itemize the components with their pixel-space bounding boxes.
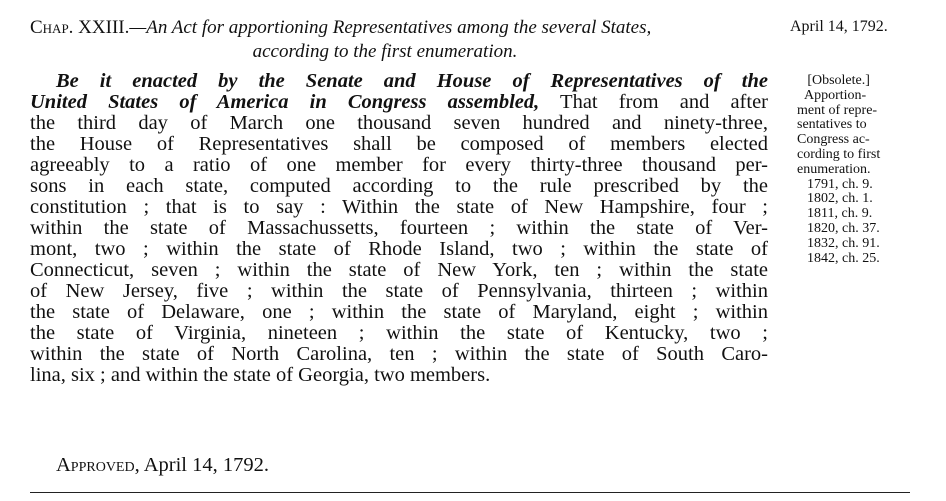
section-divider — [30, 492, 910, 493]
body-line: mont, two ; within the state of Rhode Island, two ; within the state of — [30, 238, 768, 260]
body-line: the third day of March one thousand seven hundred and ninety-three, — [30, 112, 768, 134]
margin-note-line: ment of repre- — [797, 102, 878, 118]
margin-status: [Obsolete.] — [807, 73, 870, 88]
margin-note-line: Congress ac- — [797, 132, 870, 148]
approval-line — [56, 454, 269, 477]
statute-reference: 1820, ch. 37. — [807, 220, 880, 236]
chapter-label: Chap. XXIII. — [30, 17, 130, 38]
enacting-clause-italic: United States of America in Congress assembled, — [30, 91, 540, 113]
approved-date: April 14, 1792. — [139, 454, 270, 476]
body-line: the state of Virginia, nineteen ; within the state of Kentucky, two ; — [30, 322, 768, 344]
margin-note-line: sentatives to — [797, 117, 867, 133]
act-title: —An Act for apportioning Representatives among the several States, — [129, 17, 652, 38]
margin-note-line: enumeration. — [797, 161, 871, 177]
enacting-clause-italic: Be it enacted by the Senate and House of Representatives of the — [56, 70, 768, 92]
chapter-heading — [30, 16, 780, 64]
body-line: the state of Delaware, one ; within the state of Maryland, eight ; within — [30, 301, 768, 323]
body-line: agreeably to a ratio of one member for every thirty-three thousand per- — [30, 154, 768, 176]
body-line: within the state of Massachussetts, fourteen ; within the state of Ver- — [30, 217, 768, 239]
chapter-title-line — [30, 17, 651, 38]
enacting-clause-line-1 — [30, 71, 768, 92]
margin-note-line: Apportion- — [804, 87, 867, 103]
body-line: lina, six ; and within the state of Georgia, two members. — [30, 364, 491, 386]
body-line: the House of Representatives shall be composed of members elected — [30, 133, 768, 155]
enacting-clause-text: That from and after — [539, 91, 768, 113]
enacting-clause-line-2 — [30, 92, 768, 113]
body-line: sons in each state, computed according to the rule prescribed by the — [30, 175, 768, 197]
body-line: of New Jersey, five ; within the state of Pennsylvania, thirteen ; within — [30, 280, 768, 302]
statute-reference: 1832, ch. 91. — [807, 235, 880, 251]
act-body — [30, 71, 768, 386]
enactment-date: April 14, 1792. — [790, 18, 888, 35]
body-line: constitution ; that is to say : Within the state of New Hampshire, four ; — [30, 196, 768, 218]
statute-reference: 1802, ch. 1. — [807, 191, 873, 207]
statute-reference: 1811, ch. 9. — [807, 206, 873, 222]
approved-label: Approved, — [56, 454, 140, 476]
body-line: Connecticut, seven ; within the state of New York, ten ; within the state — [30, 259, 768, 281]
body-line: within the state of North Carolina, ten ; within the state of South Caro- — [30, 343, 768, 365]
act-title-continued: according to the first enumeration. — [252, 41, 518, 62]
margin-note — [797, 74, 880, 266]
statute-reference: 1842, ch. 25. — [807, 250, 880, 266]
statute-reference: 1791, ch. 9. — [807, 176, 873, 192]
margin-note-line: cording to first — [797, 146, 881, 162]
